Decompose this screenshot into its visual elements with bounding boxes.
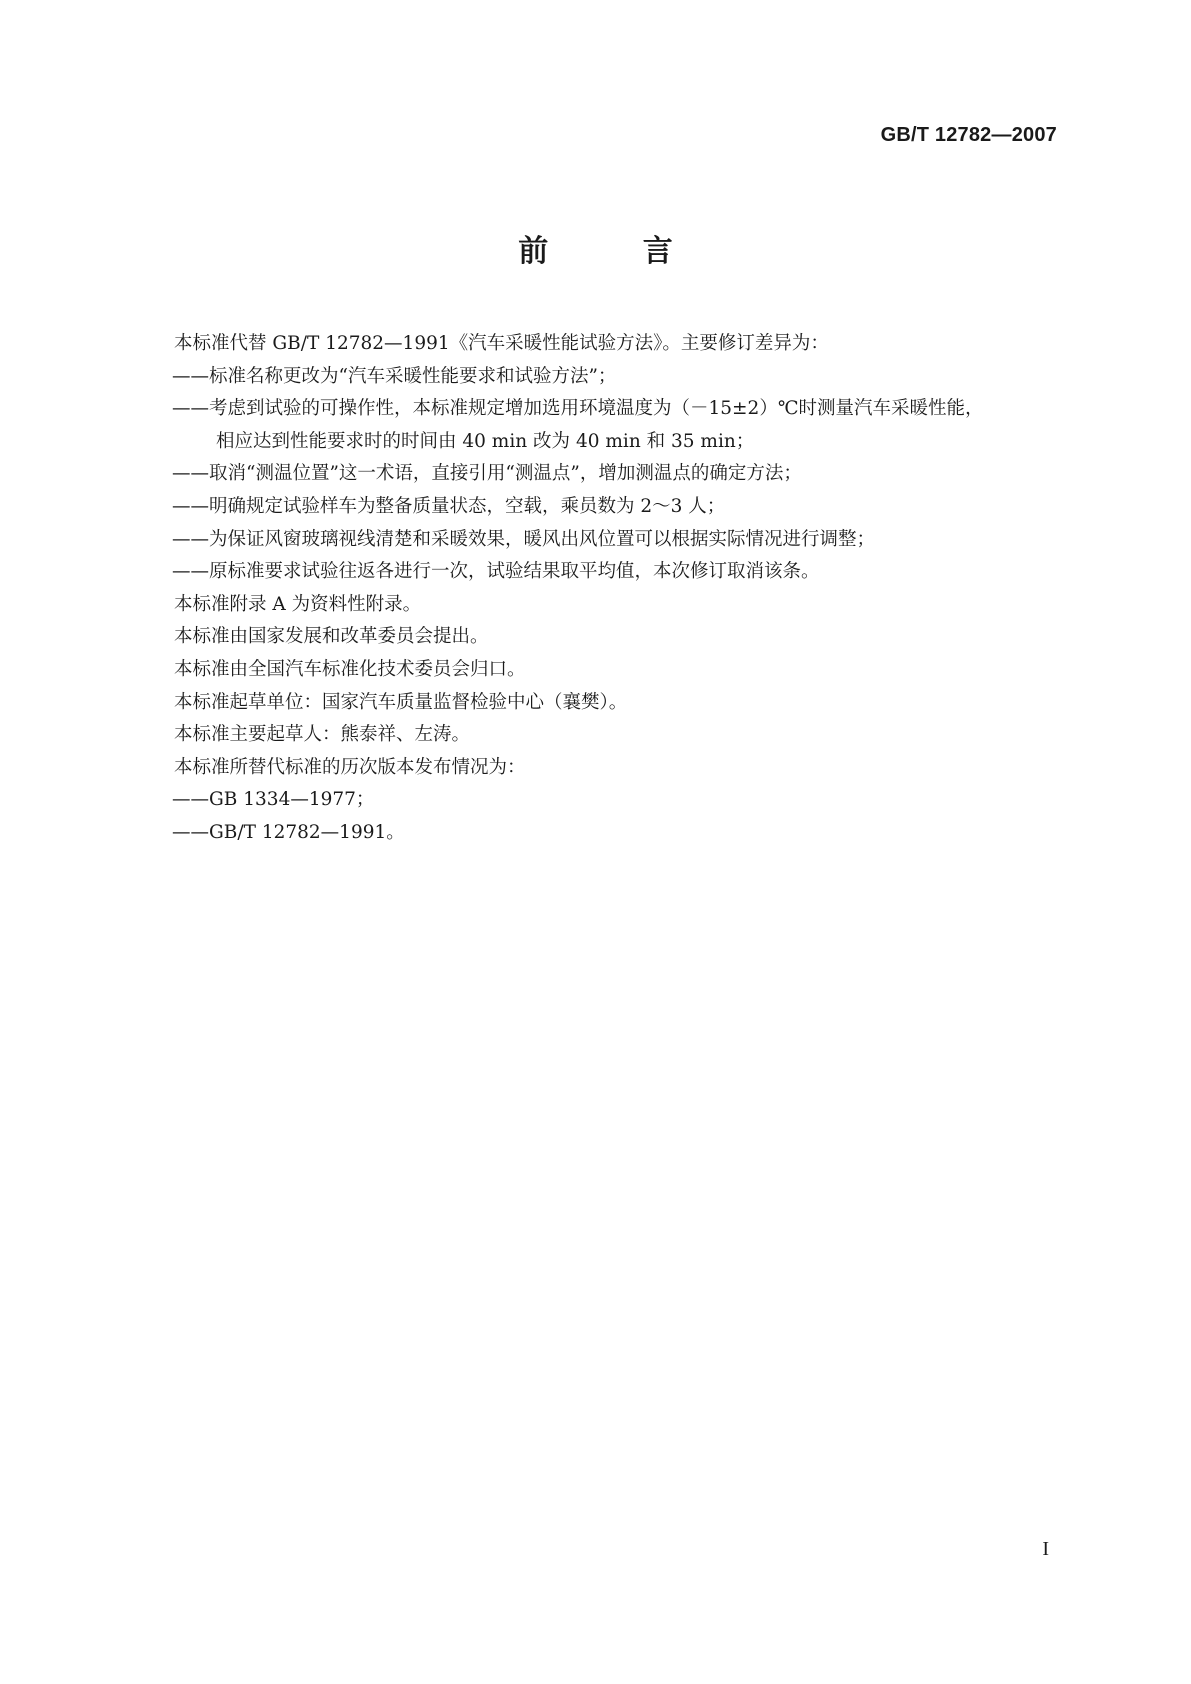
page-number: I: [1042, 1538, 1049, 1560]
paragraph-intro: 本标准代替 GB/T 12782—1991《汽车采暖性能试验方法》。主要修订差异为：: [174, 333, 829, 354]
standard-number: GB/T 12782—2007: [880, 124, 1057, 146]
list-item: ——明确规定试验样车为整备质量状态，空载，乘员数为 2～3 人；: [172, 495, 726, 517]
list-item: ——GB 1334—1977；: [172, 789, 375, 811]
paragraph: 本标准所替代标准的历次版本发布情况为：: [174, 756, 526, 778]
page-title: 前 言: [518, 234, 715, 269]
list-item-continuation: 相应达到性能要求时的时间由 40 min 改为 40 min 和 35 min；: [216, 430, 755, 452]
list-item: ——GB/T 12782—1991。: [172, 821, 405, 843]
paragraph: 本标准由全国汽车标准化技术委员会归口。: [174, 658, 526, 680]
list-item: ——原标准要求试验往返各进行一次，试验结果取平均值，本次修订取消该条。: [172, 561, 820, 583]
list-item: ——考虑到试验的可操作性，本标准规定增加选用环境温度为（－15±2）℃时测量汽车采暖性能，: [172, 398, 984, 420]
foreword-body: [174, 328, 1064, 850]
paragraph: 本标准起草单位：国家汽车质量监督检验中心（襄樊）。: [174, 691, 628, 713]
list-item: ——取消“测温位置”这一术语，直接引用“测温点”，增加测温点的确定方法；: [172, 463, 802, 485]
list-item: ——标准名称更改为“汽车采暖性能要求和试验方法”；: [172, 365, 617, 387]
paragraph: 本标准附录 A 为资料性附录。: [174, 593, 422, 615]
list-item: ——为保证风窗玻璃视线清楚和采暖效果，暖风出风位置可以根据实际情况进行调整；: [172, 528, 876, 550]
paragraph: 本标准由国家发展和改革委员会提出。: [174, 626, 489, 648]
paragraph: 本标准主要起草人：熊泰祥、左涛。: [174, 724, 471, 746]
